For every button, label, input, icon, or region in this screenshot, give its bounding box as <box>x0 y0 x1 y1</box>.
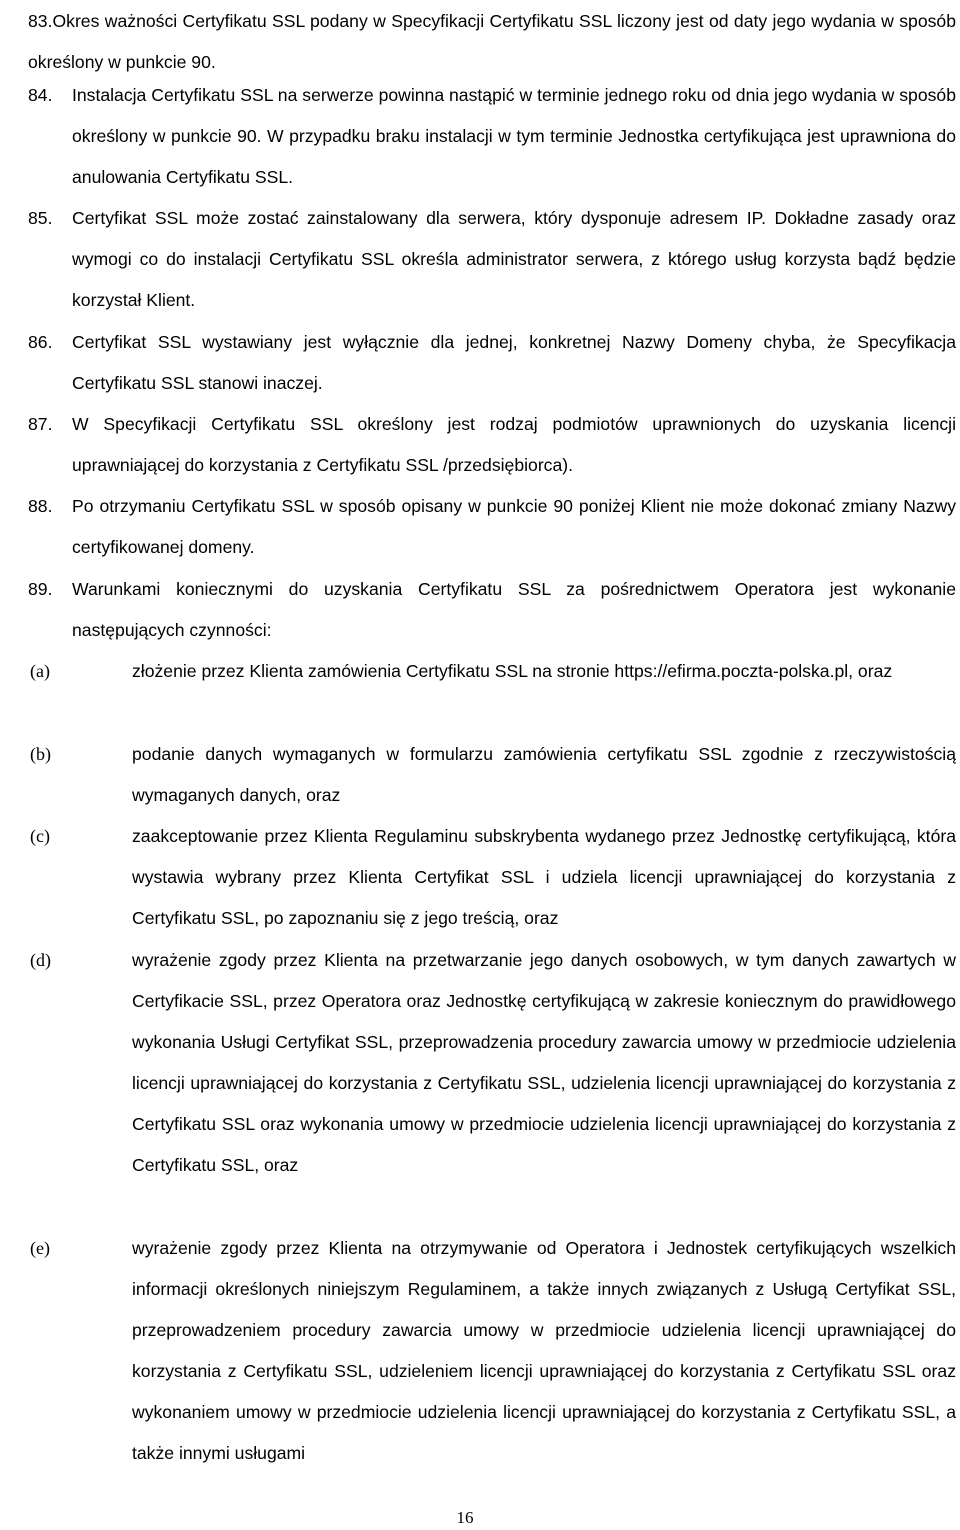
paragraph-text: Po otrzymaniu Certyfikatu SSL w sposób opisany w punkcie 90 poniżej Klient nie może dokonać zmiany Nazwy certyfikowanej domeny. <box>72 496 956 557</box>
paragraph-text: Okres ważności Certyfikatu SSL podany w Specyfikacji Certyfikatu SSL liczony jest od daty jego wydania w sposób określony w punkcie 90. <box>28 11 956 72</box>
paragraph-88 <box>28 486 956 568</box>
paragraph-number: 89. <box>28 579 53 599</box>
paragraph-87 <box>28 404 956 486</box>
paragraph-84 <box>28 75 956 198</box>
list-label: (d) <box>30 950 51 970</box>
paragraph-86 <box>28 322 956 404</box>
paragraph-number: 87. <box>28 414 53 434</box>
list-text: podanie danych wymaganych w formularzu zamówienia certyfikatu SSL zgodnie z rzeczywistością wymaganych danych, oraz <box>132 744 956 805</box>
list-label: (c) <box>30 826 50 846</box>
paragraph-number: 84. <box>28 85 53 105</box>
paragraph-number: 88. <box>28 496 53 516</box>
paragraph-text: Certyfikat SSL może zostać zainstalowany dla serwera, który dysponuje adresem IP. Dokładne zasady oraz wymogi co do instalacji Certyfikatu SSL określa administrator serwera, z którego usług korzysta bądź będzie korzystał Klient. <box>72 208 956 310</box>
paragraph-text: Instalacja Certyfikatu SSL na serwerze powinna nastąpić w terminie jednego roku od dnia jego wydania w sposób określony w punkcie 90. W przypadku braku instalacji w tym terminie Jednostka certyfikująca jest uprawniona do anulowania Certyfikatu SSL. <box>72 85 956 187</box>
list-text: wyrażenie zgody przez Klienta na otrzymywanie od Operatora i Jednostek certyfikujących wszelkich informacji określonych niniejszym Regulaminem, a także innych związanych z Usługą Certyfikat SSL, przeprowadzeniem procedury zawarcia umowy w przedmiocie udzielenia licencji uprawniającej do korzystania z Certyfikatu SSL, udzieleniem licencji uprawniającej do korzystania z Certyfikatu SSL oraz wykonaniem umowy w przedmiocie udzielenia licencji uprawniającej do korzystania z Certyfikatu SSL, a także innymi usługami <box>132 1238 956 1463</box>
list-item-b <box>30 734 956 816</box>
list-item-e <box>30 1228 956 1474</box>
paragraph-text: Warunkami koniecznymi do uzyskania Certyfikatu SSL za pośrednictwem Operatora jest wykonanie następujących czynności: <box>72 579 956 640</box>
list-label: (a) <box>30 661 50 681</box>
list-text: złożenie przez Klienta zamówienia Certyfikatu SSL na stronie https://efirma.poczta-polska.pl, oraz <box>132 661 893 681</box>
paragraph-text: W Specyfikacji Certyfikatu SSL określony jest rodzaj podmiotów uprawnionych do uzyskania licencji uprawniającej do korzystania z Certyfikatu SSL /przedsiębiorca). <box>72 414 956 475</box>
paragraph-83 <box>28 1 956 83</box>
page-number: 16 <box>456 1508 474 1527</box>
list-item-a <box>30 651 956 692</box>
paragraph-number: 86. <box>28 332 53 352</box>
list-item-d <box>30 940 956 1186</box>
list-text: wyrażenie zgody przez Klienta na przetwarzanie jego danych osobowych, w tym danych zawartych w Certyfikacie SSL, przez Operatora oraz Jednostkę certyfikującą w zakresie koniecznym do prawidłowego wykonania Usługi Certyfikat SSL, przeprowadzenia procedury zawarcia umowy w przedmiocie udzielenia licencji uprawniającej do korzystania z Certyfikatu SSL, udzielenia licencji uprawniającej do korzystania z Certyfikatu SSL oraz wykonania umowy w przedmiocie udzielenia licencji uprawniającej do korzystania z Certyfikatu SSL, oraz <box>132 950 956 1175</box>
list-label: (b) <box>30 744 51 764</box>
list-item-c <box>30 816 956 939</box>
paragraph-number: 83. <box>28 11 53 31</box>
list-text: zaakceptowanie przez Klienta Regulaminu subskrybenta wydanego przez Jednostkę certyfikującą, która wystawia wybrany przez Klienta Certyfikat SSL i udziela licencji uprawniającej do korzystania z Certyfikatu SSL, po zapoznaniu się z jego treścią, oraz <box>132 826 956 928</box>
paragraph-85 <box>28 198 956 321</box>
paragraph-text: Certyfikat SSL wystawiany jest wyłącznie dla jednej, konkretnej Nazwy Domeny chyba, że Specyfikacja Certyfikatu SSL stanowi inaczej. <box>72 332 956 393</box>
paragraph-number: 85. <box>28 208 53 228</box>
paragraph-89 <box>28 569 956 651</box>
list-label: (e) <box>30 1238 50 1258</box>
